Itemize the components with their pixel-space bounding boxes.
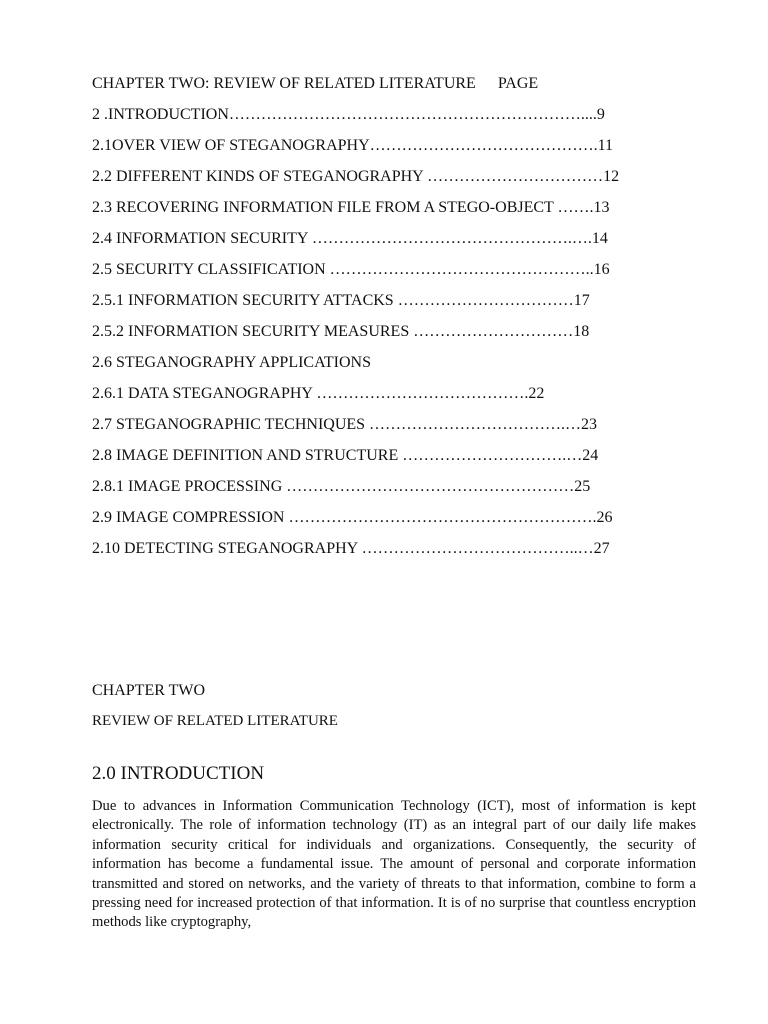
toc-entry: 2.5 SECURITY CLASSIFICATION …………………………………………..16 xyxy=(92,261,610,278)
toc-entry: 2.3 RECOVERING INFORMATION FILE FROM A STEGO-OBJECT …….13 xyxy=(92,199,610,216)
toc-entry: 2.4 INFORMATION SECURITY ………………………………………….….14 xyxy=(92,230,608,247)
toc-entry: 2 .INTRODUCTION…………………………………………………………....9 xyxy=(92,106,605,123)
toc-entry: 2.10 DETECTING STEGANOGRAPHY …………………………………..…27 xyxy=(92,540,610,557)
chapter-section xyxy=(92,680,696,933)
toc-entry: 2.6 STEGANOGRAPHY APPLICATIONS xyxy=(92,354,371,371)
toc-entry: 2.2 DIFFERENT KINDS OF STEGANOGRAPHY ……………………………12 xyxy=(92,168,620,185)
toc-entry: 2.8 IMAGE DEFINITION AND STRUCTURE ………………………….…24 xyxy=(92,447,599,464)
toc-entry: 2.1OVER VIEW OF STEGANOGRAPHY…………………………………….11 xyxy=(92,137,614,154)
toc-entry: 2.8.1 IMAGE PROCESSING ………………………………………………25 xyxy=(92,478,591,495)
toc-entry: 2.5.1 INFORMATION SECURITY ATTACKS ……………………………17 xyxy=(92,292,590,309)
toc-heading xyxy=(92,68,712,99)
table-of-contents xyxy=(92,68,712,564)
toc-heading-text: CHAPTER TWO: REVIEW OF RELATED LITERATURE xyxy=(92,75,476,92)
chapter-title: CHAPTER TWO xyxy=(92,682,206,699)
chapter-subtitle: REVIEW OF RELATED LITERATURE xyxy=(92,713,338,729)
toc-entry: 2.9 IMAGE COMPRESSION ………………………………………………….26 xyxy=(92,509,613,526)
section-heading: 2.0 INTRODUCTION xyxy=(92,763,265,784)
toc-entry: 2.5.2 INFORMATION SECURITY MEASURES …………………………18 xyxy=(92,323,590,340)
toc-entry: 2.7 STEGANOGRAPHIC TECHNIQUES ……………………………….…23 xyxy=(92,416,598,433)
toc-page-label: PAGE xyxy=(497,75,539,92)
toc-entry: 2.6.1 DATA STEGANOGRAPHY ………………………………….22 xyxy=(92,385,545,402)
body-paragraph: Due to advances in Information Communication Technology (ICT), most of information is kept electronically. The role of information technology (IT) as an integral part of our daily life makes information security critical for individuals and organizations. Consequently, the security of information has become a fundamental issue. The amount of personal and corporate information transmitted and stored on networks, and the variety of threats to that information, combine to form a pressing need for increased protection of that information. It is of no surprise that countless encryption methods like cryptography, xyxy=(92,798,696,931)
